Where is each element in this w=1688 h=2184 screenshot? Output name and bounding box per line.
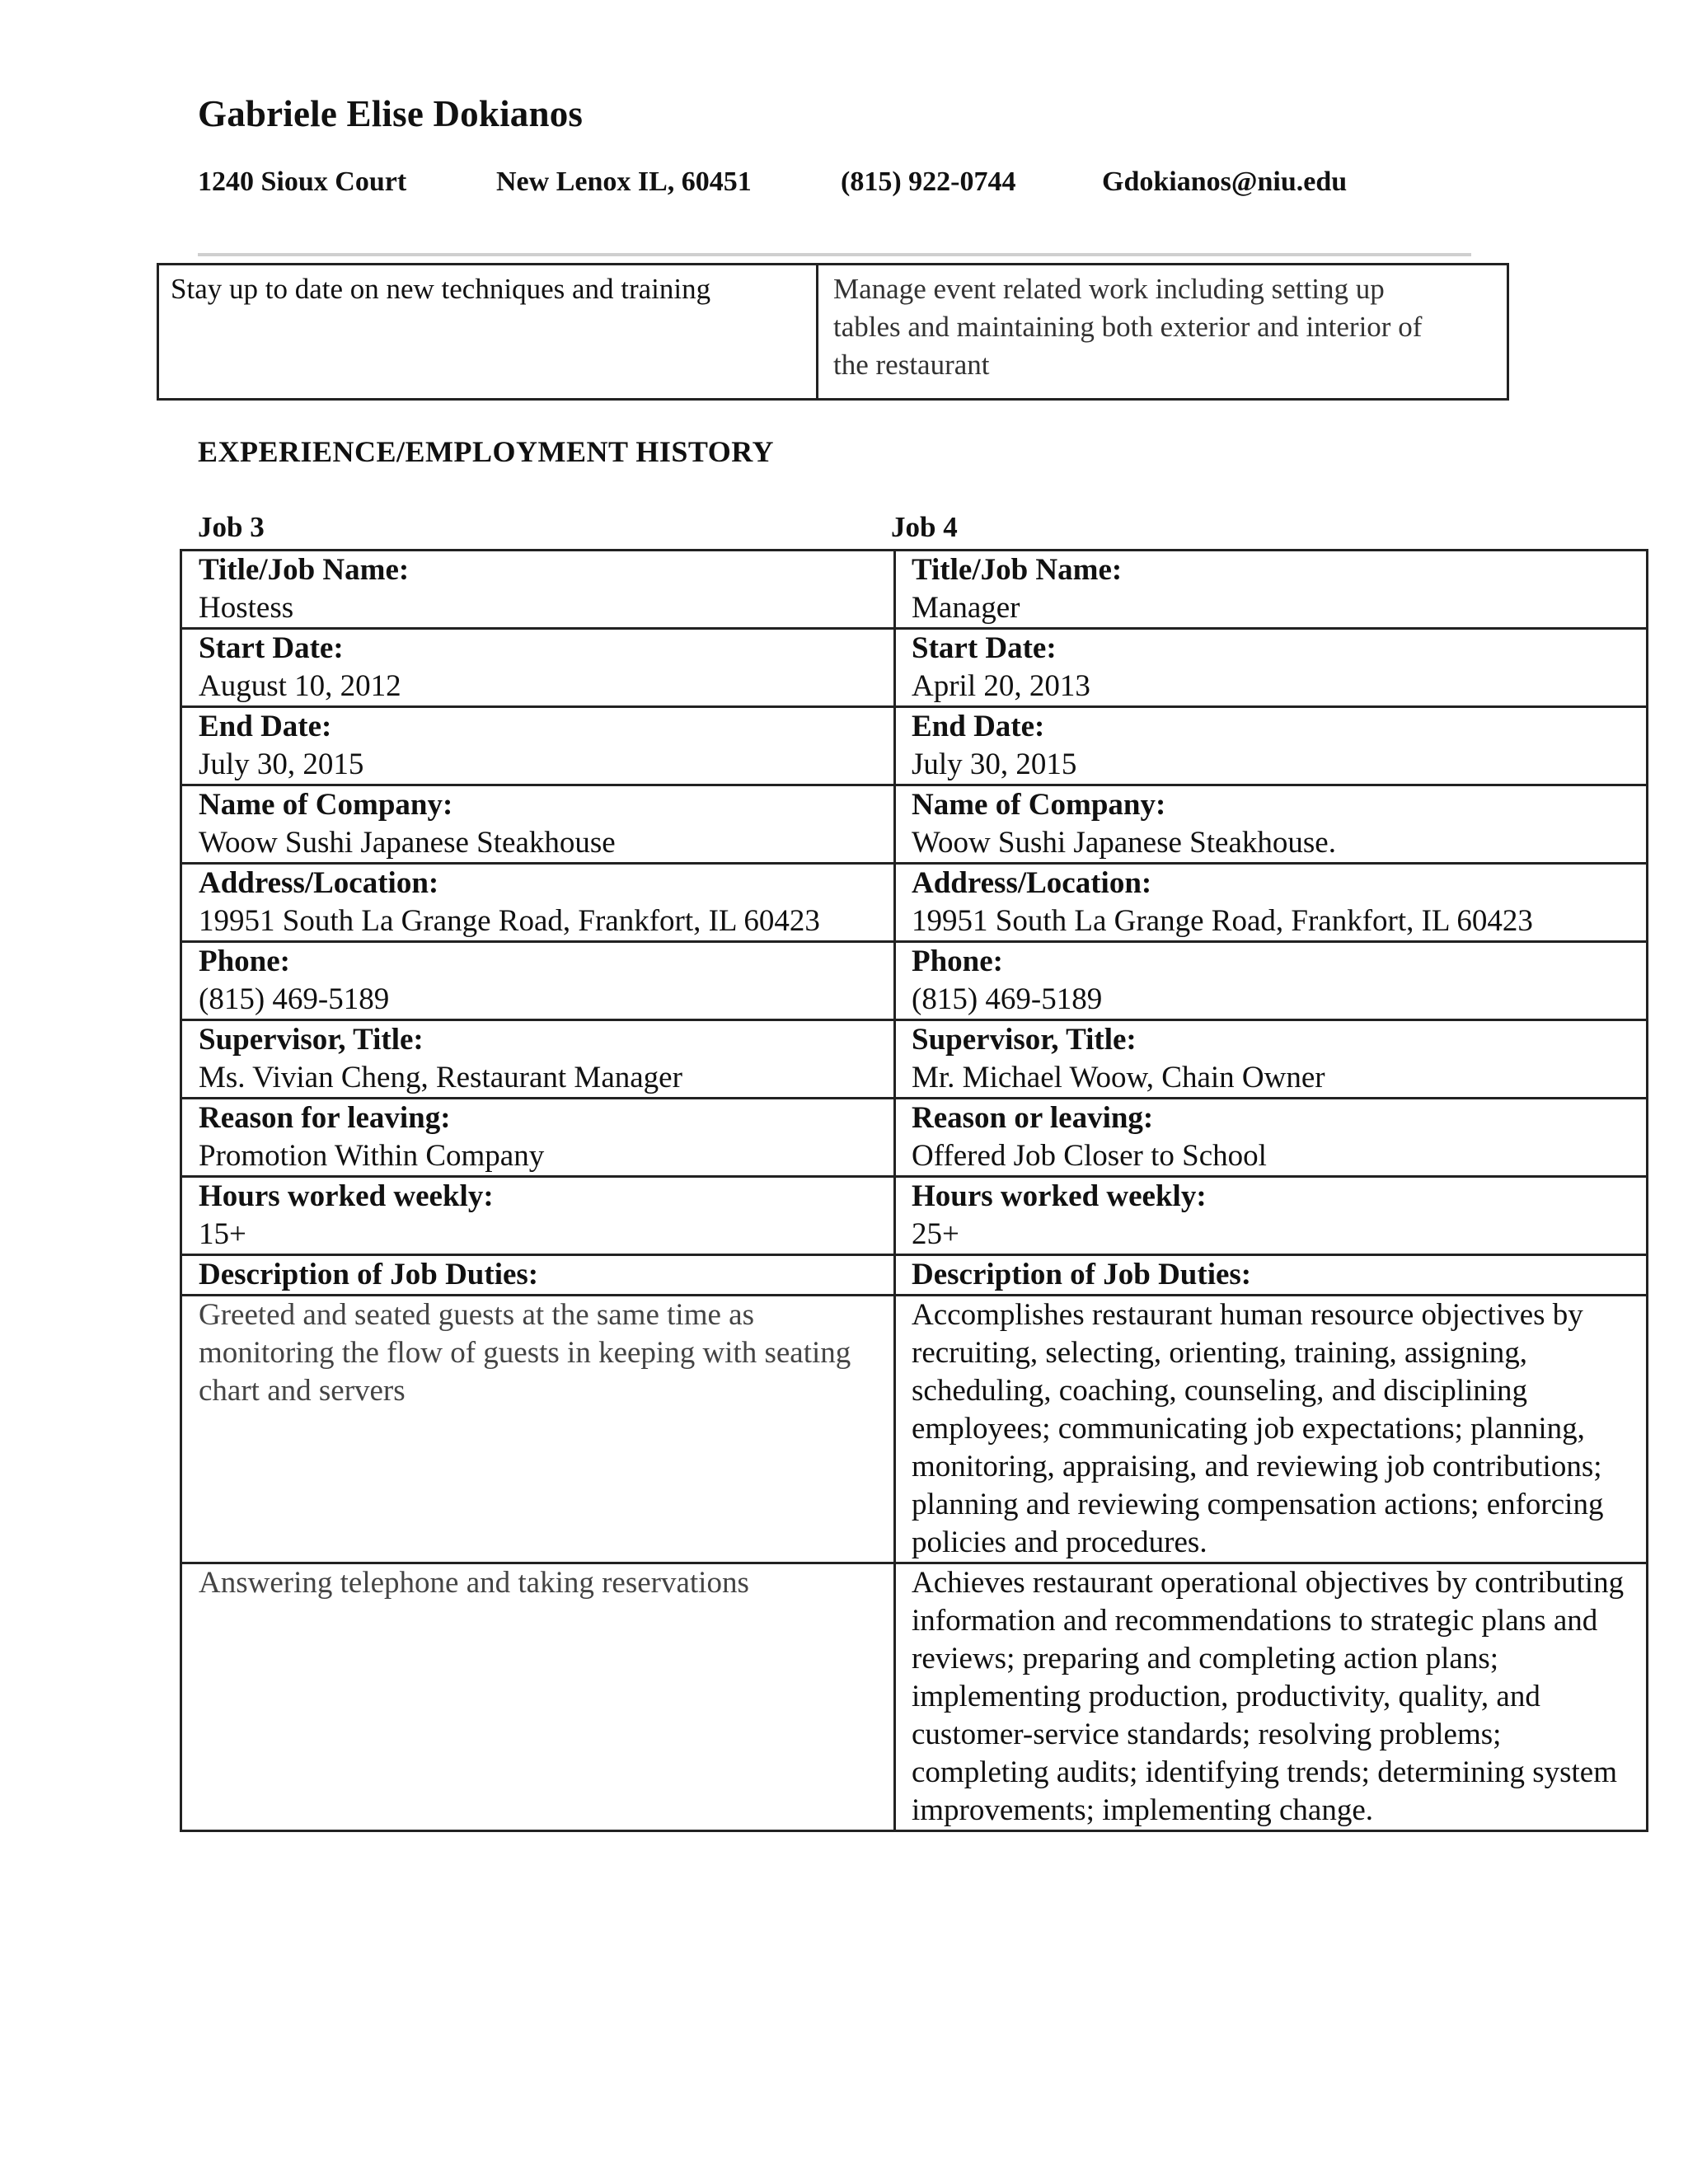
table-row-duties: [181, 1296, 1648, 1563]
duty-text-left: Greeted and seated guests at the same time as monitoring the flow of guests in keeping with seating chart and servers: [181, 1296, 895, 1563]
field-value: Woow Sushi Japanese Steakhouse: [199, 826, 616, 860]
contact-phone: (815) 922-0744: [841, 166, 1016, 197]
table-row: [181, 551, 1648, 629]
section-title: EXPERIENCE/EMPLOYMENT HISTORY: [198, 435, 775, 468]
field-label: Title/Job Name:: [912, 553, 1123, 587]
field-value: 25+: [912, 1217, 959, 1251]
field-label: End Date:: [199, 710, 332, 743]
field-value: Woow Sushi Japanese Steakhouse.: [912, 826, 1336, 860]
header-divider: [198, 253, 1471, 256]
field-value: Hostess: [199, 591, 294, 625]
table-row: [181, 1020, 1648, 1099]
contact-email: Gdokianos@niu.edu: [1102, 166, 1348, 197]
field-value: 19951 South La Grange Road, Frankfort, IL 60423: [912, 904, 1533, 938]
table-row: [181, 942, 1648, 1020]
field-label: Hours worked weekly:: [912, 1179, 1207, 1213]
duty-text-left: Answering telephone and taking reservations: [181, 1563, 895, 1831]
table-row: [181, 629, 1648, 707]
field-value: July 30, 2015: [199, 748, 364, 781]
duty-text-right: Achieves restaurant operational objectives by contributing information and recommendations to strategic plans and reviews; preparing and completing action plans; implementing production, productivity, quality, and customer-service standards; resolving problems; completing audits; identifying trends; determining system improvements; implementing change.: [895, 1563, 1648, 1831]
field-label: Reason for leaving:: [199, 1101, 451, 1135]
field-label: Title/Job Name:: [199, 553, 410, 587]
field-value: (815) 469-5189: [199, 982, 390, 1016]
field-value: July 30, 2015: [912, 748, 1077, 781]
duty-text-right: Accomplishes restaurant human resource objectives by recruiting, selecting, orienting, training, assigning, scheduling, coaching, counseling, and disciplining employees; communicating job expectations; planning, monitoring, appraising, and reviewing job contributions; planning and reviewing compensation actions; enforcing policies and procedures.: [895, 1296, 1648, 1563]
field-label: Address/Location:: [199, 866, 439, 900]
contact-city: New Lenox IL, 60451: [496, 166, 752, 197]
duties-header-right: Description of Job Duties:: [895, 1255, 1648, 1296]
table-row: [181, 1099, 1648, 1177]
field-label: Supervisor, Title:: [199, 1023, 424, 1057]
table-row: [181, 864, 1648, 942]
field-value: April 20, 2013: [912, 669, 1090, 703]
table-row: [181, 707, 1648, 785]
field-value: Offered Job Closer to School: [912, 1139, 1267, 1173]
field-value: (815) 469-5189: [912, 982, 1103, 1016]
field-value: Promotion Within Company: [199, 1139, 545, 1173]
field-label: Start Date:: [199, 631, 344, 665]
field-value: 19951 South La Grange Road, Frankfort, IL 60423: [199, 904, 820, 938]
table-row-duties: [181, 1563, 1648, 1831]
table-row: [181, 785, 1648, 864]
job-3-label: Job 3: [198, 511, 265, 543]
field-value: Manager: [912, 591, 1020, 625]
field-value: Mr. Michael Woow, Chain Owner: [912, 1061, 1325, 1094]
table-row-duties-header: [181, 1255, 1648, 1296]
field-label: Name of Company:: [199, 788, 453, 822]
continued-duty-left: Stay up to date on new techniques and training: [159, 265, 818, 398]
duties-header-left: Description of Job Duties:: [181, 1255, 895, 1296]
table-row: [181, 1177, 1648, 1255]
employment-table: [180, 549, 1648, 1832]
field-value: 15+: [199, 1217, 246, 1251]
field-label: Address/Location:: [912, 866, 1152, 900]
field-label: Start Date:: [912, 631, 1057, 665]
field-value: August 10, 2012: [199, 669, 401, 703]
applicant-name: Gabriele Elise Dokianos: [198, 93, 584, 134]
continued-duty-right: Manage event related work including setting up tables and maintaining both exterior and interior of the restaurant: [833, 273, 1423, 381]
contact-street: 1240 Sioux Court: [198, 166, 407, 197]
field-label: Reason or leaving:: [912, 1101, 1154, 1135]
job-4-label: Job 4: [891, 511, 958, 543]
field-label: Phone:: [912, 944, 1003, 978]
continued-duties-table: [157, 263, 1509, 401]
field-label: Phone:: [199, 944, 290, 978]
field-label: Supervisor, Title:: [912, 1023, 1137, 1057]
field-label: Name of Company:: [912, 788, 1166, 822]
field-label: End Date:: [912, 710, 1045, 743]
field-label: Hours worked weekly:: [199, 1179, 494, 1213]
field-value: Ms. Vivian Cheng, Restaurant Manager: [199, 1061, 682, 1094]
